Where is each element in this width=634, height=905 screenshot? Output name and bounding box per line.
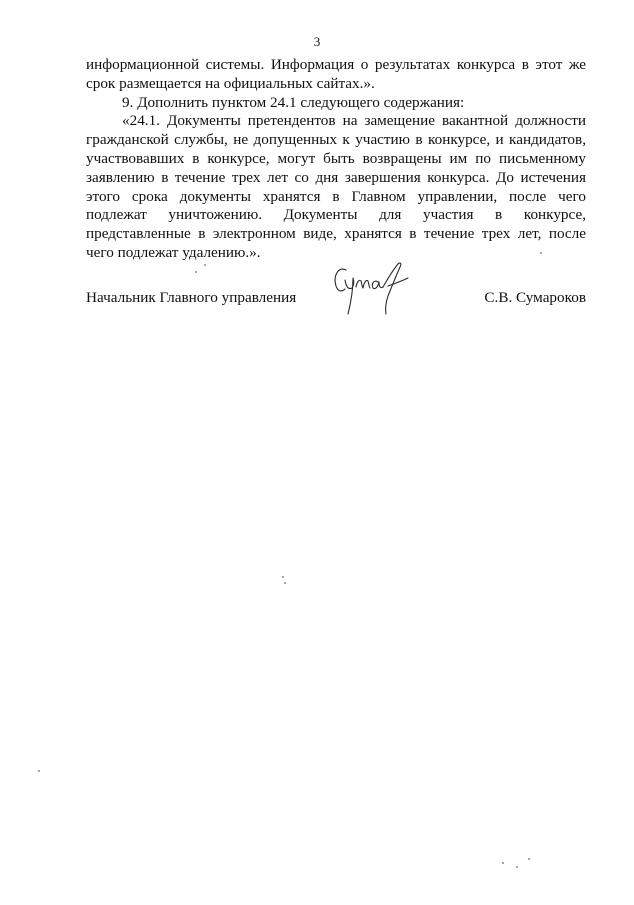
text-line: «24.1. Документы претендентов на замещение вакантной должности (122, 112, 586, 130)
text-line: 9. Дополнить пунктом 24.1 следующего содержания: (122, 93, 465, 111)
handwritten-signature-icon (330, 256, 420, 326)
scan-speck (38, 770, 40, 772)
text-line: представленные в электронном виде, хранятся в течение трех лет, после (86, 225, 586, 243)
scan-speck (204, 264, 206, 266)
scan-speck (540, 252, 542, 254)
signatory-position: Начальник Главного управления (86, 289, 297, 306)
text-line: этого срока документы хранятся в Главном управлении, после чего (86, 187, 586, 205)
text-line: чего подлежат удалению.». (86, 243, 261, 261)
text-line: гражданской службы, не допущенных к участию в конкурсе, и кандидатов, (86, 131, 586, 149)
signatory-name: С.В. Сумароков (484, 289, 586, 306)
text-line: подлежат уничтожению. Документы для участия в конкурсе, (86, 206, 586, 224)
scan-speck (516, 866, 518, 868)
scan-speck (528, 858, 530, 860)
scan-speck (502, 862, 504, 864)
paragraph-clause-24-1 (86, 112, 586, 262)
text-line: срок размещается на официальных сайтах.». (86, 74, 375, 92)
scan-speck (282, 576, 284, 578)
scan-speck (195, 271, 197, 273)
text-line: участвовавших в конкурсе, могут быть возвращены им по письменному (86, 149, 586, 167)
text-line: заявлению в течение трех лет со дня завершения конкурса. До истечения (86, 168, 586, 186)
document-body (86, 56, 586, 263)
text-line: информационной системы. Информация о результатах конкурса в этот же (86, 56, 586, 73)
paragraph-item-9 (86, 94, 586, 113)
scan-speck (284, 582, 286, 584)
paragraph-continuation (86, 56, 586, 94)
page-number: 3 (313, 34, 321, 49)
